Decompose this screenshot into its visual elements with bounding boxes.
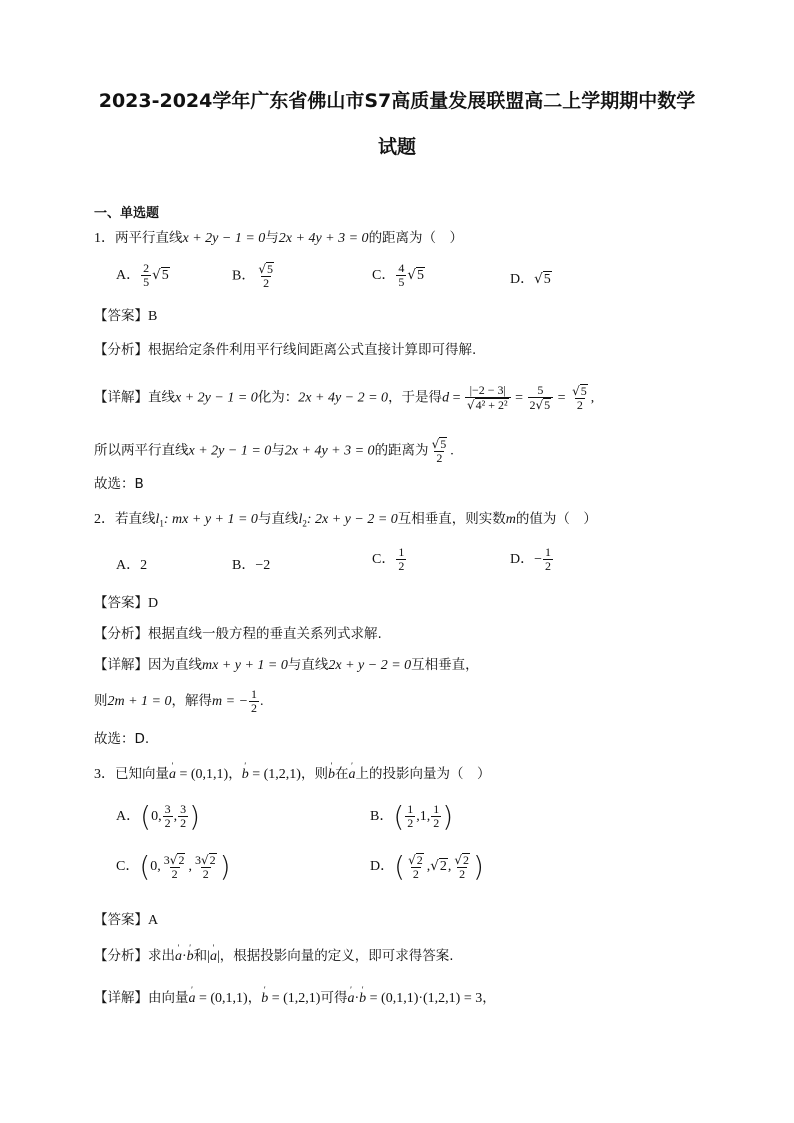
- vector-b: ' b: [261, 989, 268, 1009]
- detail-text: 可得: [320, 990, 348, 1006]
- radicand: 2: [439, 859, 447, 874]
- equation: 2x + y − 2 = 0: [328, 658, 412, 673]
- numerator: 1: [398, 545, 405, 559]
- title-line-1: 2023-2024学年广东省佛山市S7高质量发展联盟高二上学期期中数学: [98, 90, 696, 112]
- fraction: [396, 546, 406, 573]
- equation: : 2x + y − 2 = 0: [306, 512, 398, 527]
- question-text: 上的投影向量为（ ）: [355, 766, 491, 782]
- denominator: 2: [398, 559, 405, 573]
- subscript: 2: [302, 518, 307, 529]
- equation: 2x + 4y + 3 = 0: [278, 231, 369, 246]
- denominator: 2: [412, 866, 419, 881]
- radicand: 5: [440, 437, 447, 451]
- detail-text: 互相垂直，: [411, 657, 479, 673]
- question-1: [94, 228, 463, 249]
- variable: d: [442, 390, 450, 406]
- option-label: B．: [232, 558, 256, 573]
- sign: −: [534, 552, 543, 567]
- conclusion-text: 的距离为: [374, 442, 429, 459]
- radicand: 5: [580, 384, 587, 398]
- paren-left: (: [139, 850, 151, 883]
- q3-option-d: D．( $\frac{√2}{2}$ ,√2, $\frac{√2}{2}$ ): [370, 850, 484, 883]
- sqrt-icon: √: [200, 852, 209, 867]
- paren-right: ): [442, 800, 454, 833]
- option-value: −2: [255, 558, 271, 573]
- question-number: 1．: [94, 231, 115, 246]
- question-text: 与直线: [257, 511, 299, 527]
- question-number: 3．: [94, 767, 115, 782]
- fraction: [452, 853, 472, 881]
- section-heading: 一、单选题: [94, 206, 160, 221]
- denominator: 2: [407, 816, 414, 830]
- q2-answer: [94, 593, 158, 614]
- denominator: 5: [143, 275, 150, 289]
- vector-a: ' a: [175, 947, 182, 967]
- paren-left: (: [393, 800, 405, 833]
- radicand: 2: [178, 852, 185, 867]
- answer-tag: 【答案】: [94, 308, 148, 324]
- denominator: 2: [180, 816, 187, 830]
- radicand: 2: [416, 852, 423, 867]
- q2-option-b: [232, 554, 270, 574]
- fraction: [249, 688, 259, 715]
- denominator: 2: [263, 276, 270, 290]
- conclusion-text: 所以两平行直线: [94, 442, 189, 459]
- numerator: 1: [545, 545, 552, 559]
- q1-detail: 【详解】直线x + 2y − 1 = 0化为：2x + 4y − 2 = 0，于是得d = $\frac{|-2 - 3|}{\text{√4² + 2²}}$ = $\frac{5}{2√5}$ = $\frac{√5}{2}$ ,: [94, 383, 595, 412]
- dot-operator: ·: [182, 949, 187, 964]
- radicand: 2: [209, 852, 216, 867]
- sqrt-icon: √: [430, 858, 439, 874]
- q2-detail: [94, 655, 479, 676]
- option-label: C．: [372, 552, 396, 567]
- vector-a: ' a: [169, 765, 176, 785]
- equation: : mx + y + 1 = 0: [163, 512, 258, 527]
- radicand: 5: [161, 268, 169, 283]
- vector-a: ' a: [189, 989, 196, 1009]
- line-symbol: l: [298, 512, 303, 527]
- answer-tag: 【答案】: [94, 595, 148, 611]
- vector-value: = (0,1,1): [195, 991, 248, 1006]
- component: 0,: [151, 809, 162, 824]
- analysis-tag: 【分析】: [94, 342, 148, 358]
- vector-a: ' a: [347, 989, 354, 1009]
- equation: 2x + 4y − 2 = 0: [298, 390, 389, 406]
- fraction: [162, 853, 188, 881]
- sqrt-icon: √: [258, 262, 266, 276]
- component: ,1,: [416, 809, 431, 824]
- detail-text: 由向量: [148, 990, 189, 1006]
- numerator: 4: [398, 261, 405, 275]
- radicand: 2: [462, 852, 469, 867]
- vector-a: ' a: [210, 947, 217, 967]
- question-text: 的值为（ ）: [515, 511, 597, 527]
- radicand: 5: [543, 272, 551, 287]
- numerator: |−2 − 3|: [469, 383, 506, 397]
- sqrt-icon: √: [535, 398, 544, 412]
- denominator: 5: [398, 275, 405, 289]
- option-label: B．: [370, 809, 394, 824]
- question-text: 两平行直线: [115, 230, 183, 246]
- fraction: [163, 803, 173, 830]
- analysis-text: ，根据投影向量的定义，即可求得答案.: [219, 948, 454, 964]
- detail-text: ，: [482, 990, 496, 1006]
- question-text: 在: [334, 766, 349, 782]
- variable: m: [505, 512, 516, 527]
- answer-value: D: [148, 596, 159, 611]
- sqrt-icon: √: [407, 267, 416, 283]
- q3-option-a: A．(0, $\frac{3}{2}$ , $\frac{3}{2}$ ): [116, 800, 200, 833]
- paren-right: ): [472, 850, 484, 883]
- option-label: A．: [116, 558, 141, 573]
- q1-option-c: [372, 262, 425, 289]
- q3-detail: [94, 988, 496, 1009]
- dot-operator: ·: [354, 991, 360, 1006]
- fraction: [178, 803, 188, 830]
- q2-then: 则2m + 1 = 0，解得m = − $\frac{1}{2}$ .: [94, 687, 264, 715]
- vector-b: ' b: [187, 947, 194, 967]
- analysis-text: 根据给定条件利用平行线间距离公式直接计算即可得解.: [148, 342, 477, 358]
- q3-answer: [94, 910, 158, 931]
- vector-a: ' a: [348, 765, 355, 785]
- vector-b: ' b: [328, 765, 335, 785]
- paren-right: ): [219, 850, 231, 883]
- radicand: 5: [544, 398, 551, 412]
- answer-tag: 【答案】: [94, 912, 148, 928]
- component: 0,: [150, 859, 161, 874]
- analysis-text: 根据直线一般方程的垂直关系列式求解.: [148, 626, 382, 642]
- denominator: 2: [433, 816, 440, 830]
- fraction: [406, 853, 426, 881]
- denominator: 2: [202, 866, 209, 881]
- fraction: [193, 853, 219, 881]
- answer-value: B: [148, 309, 158, 324]
- detail-tag: 【详解】: [94, 990, 148, 1006]
- denominator: 2: [459, 866, 466, 881]
- detail-text: ，于是得: [388, 389, 443, 406]
- q2-option-d: [510, 546, 554, 573]
- fraction: [528, 384, 554, 412]
- denominator: 2: [545, 559, 552, 573]
- q2-final: 故选：D.: [94, 731, 150, 747]
- detail-text: ，解得: [171, 693, 213, 709]
- sqrt-icon: √: [466, 398, 475, 412]
- numerator: 1: [407, 802, 414, 816]
- paren-right: ): [189, 800, 200, 833]
- coefficient: 2: [529, 398, 536, 412]
- fraction: [543, 546, 553, 573]
- equation: = (0,1,1)·(1,2,1) = 3: [366, 991, 483, 1006]
- q2-option-a: [116, 554, 147, 574]
- abs-bar: |: [207, 949, 210, 964]
- detail-text: 化为：: [257, 389, 299, 406]
- q2-analysis: [94, 624, 382, 644]
- q1-option-d: [510, 268, 552, 288]
- page-title: [60, 78, 734, 170]
- sqrt-icon: √: [408, 852, 416, 867]
- title-line-2: 试题: [377, 136, 416, 158]
- radicand: 5: [267, 262, 273, 276]
- question-text: 已知向量: [115, 766, 169, 782]
- equation: 2m + 1 = 0: [107, 694, 172, 709]
- denominator: 2: [171, 866, 178, 881]
- option-label: C．: [116, 859, 140, 874]
- conclusion-text: 与: [271, 442, 285, 459]
- analysis-tag: 【分析】: [94, 948, 148, 964]
- equation: mx + y + 1 = 0: [202, 658, 288, 673]
- option-label: D．: [370, 859, 395, 874]
- sqrt-icon: √: [572, 384, 580, 398]
- equation: x + 2y − 1 = 0: [188, 443, 272, 459]
- vector-b: ' b: [242, 765, 249, 785]
- vector-value: = (1,2,1): [248, 767, 301, 782]
- vector-b: ' b: [359, 989, 366, 1009]
- fraction: [430, 437, 450, 465]
- detail-tag: 【详解】: [94, 657, 148, 673]
- coefficient: 3: [163, 852, 170, 867]
- denominator: 2: [576, 398, 583, 412]
- detail-text: ，: [247, 990, 262, 1006]
- numerator: 1: [251, 687, 258, 701]
- equation: x + 2y − 1 = 0: [175, 390, 258, 406]
- numerator: 3: [164, 802, 171, 816]
- detail-tag: 【详解】: [94, 389, 148, 406]
- q3-option-c: C．(0, $\frac{3√2}{2}$ , $\frac{3√2}{2}$ ): [116, 850, 231, 883]
- answer-value: A: [148, 913, 159, 928]
- denominator: 2: [436, 451, 443, 465]
- q1-analysis: [94, 340, 476, 360]
- numerator: 3: [180, 802, 187, 816]
- denominator: 2: [251, 701, 258, 715]
- question-3: [94, 764, 490, 785]
- option-label: A．: [116, 809, 141, 824]
- detail-text: 与直线: [287, 657, 329, 673]
- option-label: D．: [510, 552, 535, 567]
- q3-option-b: [370, 800, 453, 833]
- option-label: D．: [510, 272, 535, 287]
- radicand: 5: [416, 268, 424, 283]
- option-label: A．: [116, 268, 141, 283]
- option-label: C．: [372, 268, 396, 283]
- question-2: [94, 509, 597, 534]
- fraction: [405, 803, 415, 830]
- numerator: 5: [537, 383, 544, 397]
- denominator: 2: [164, 816, 171, 830]
- question-text: 与: [265, 230, 279, 246]
- vector-value: = (0,1,1): [176, 767, 229, 782]
- sqrt-icon: √: [534, 271, 543, 287]
- fraction: [141, 262, 151, 289]
- fraction: [465, 384, 511, 412]
- question-number: 2．: [94, 512, 115, 527]
- sqrt-icon: √: [454, 852, 462, 867]
- option-label: B．: [232, 268, 256, 284]
- q1-final: 故选：B: [94, 476, 144, 492]
- option-value: 2: [140, 558, 148, 573]
- equation: m = −: [212, 694, 249, 709]
- analysis-text: 和: [193, 948, 208, 964]
- analysis-tag: 【分析】: [94, 626, 148, 642]
- q3-analysis: [94, 946, 454, 967]
- sqrt-icon: √: [431, 437, 440, 451]
- coefficient: 3: [194, 852, 201, 867]
- detail-text: 因为直线: [148, 657, 202, 673]
- radicand: 4² + 2²: [475, 398, 508, 412]
- subscript: 1: [159, 518, 164, 529]
- detail-text: 直线: [148, 389, 175, 406]
- paren-left: (: [140, 800, 152, 833]
- question-text: 若直线: [115, 511, 156, 527]
- question-text: 互相垂直，则实数: [397, 511, 506, 527]
- question-text: ，: [228, 766, 242, 782]
- sqrt-icon: √: [152, 267, 161, 283]
- question-text: 的距离为（ ）: [368, 230, 464, 246]
- q1-answer: [94, 306, 157, 327]
- line-symbol: l: [155, 512, 160, 527]
- detail-text: 则: [94, 693, 108, 709]
- paren-left: (: [394, 850, 406, 883]
- vector-value: = (1,2,1): [268, 991, 321, 1006]
- equation: 2x + 4y + 3 = 0: [284, 443, 375, 459]
- q1-option-a: [116, 262, 170, 289]
- numerator: 2: [143, 261, 150, 275]
- fraction: [396, 262, 406, 289]
- fraction: [570, 384, 590, 412]
- fraction: [256, 262, 276, 290]
- equation: x + 2y − 1 = 0: [182, 231, 266, 246]
- q1-conclusion: 所以两平行直线x + 2y − 1 = 0与2x + 4y + 3 = 0的距离为 $\frac{√5}{2}$ .: [94, 437, 454, 465]
- abs-bar: |: [216, 949, 220, 964]
- q2-option-c: [372, 546, 407, 573]
- question-text: ，则: [300, 766, 328, 782]
- sqrt-icon: √: [169, 852, 178, 867]
- fraction: [431, 803, 441, 830]
- numerator: 1: [433, 802, 440, 816]
- q1-option-b: [232, 262, 277, 290]
- analysis-text: 求出: [148, 948, 175, 964]
